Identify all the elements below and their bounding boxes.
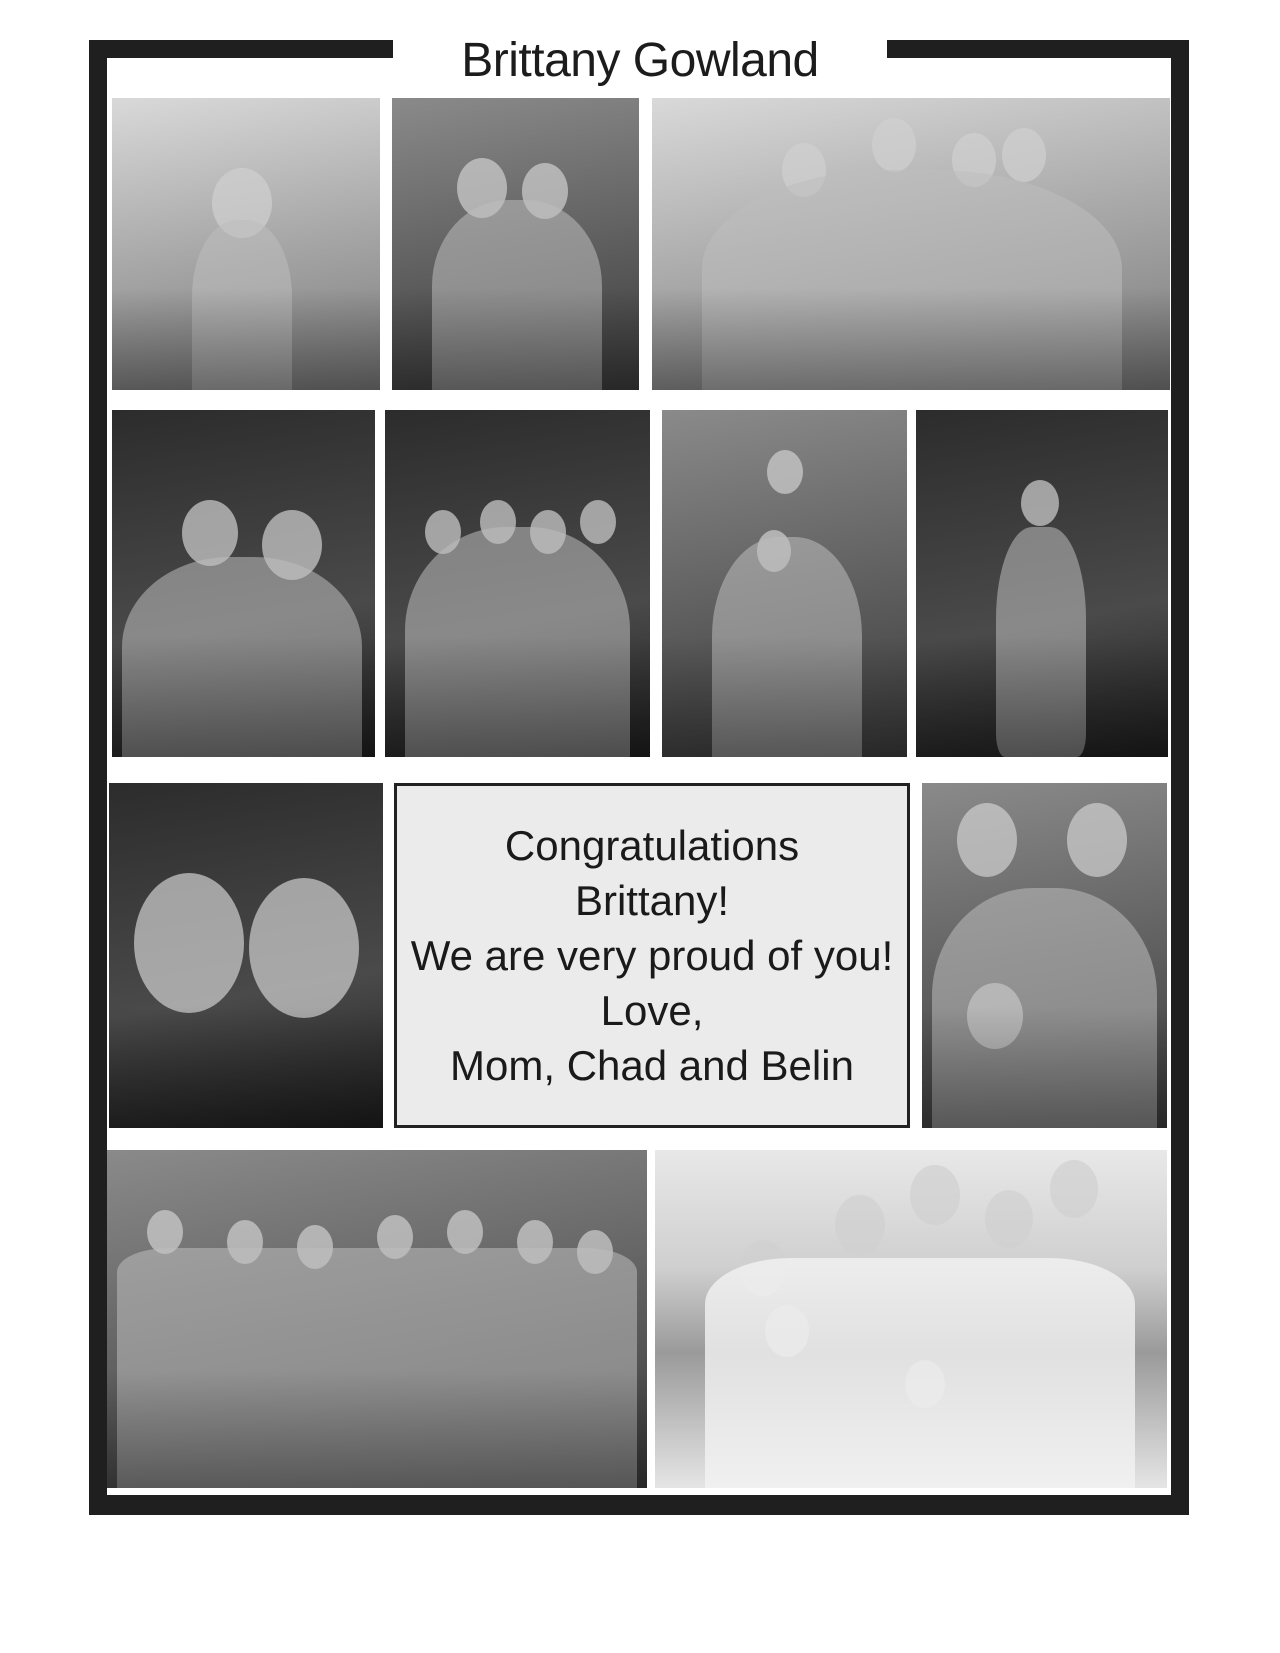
page-title: Brittany Gowland xyxy=(461,33,819,87)
photo-sisters xyxy=(922,783,1167,1128)
photo-group-costumes xyxy=(652,98,1170,390)
photo-theme-park-wheelchair xyxy=(662,410,907,757)
photo-women-shopping xyxy=(385,410,650,757)
photo-family-beach xyxy=(655,1150,1167,1488)
photo-toddler xyxy=(112,98,380,390)
photo-formal-gown-stage xyxy=(916,410,1168,757)
message-line-4: Love, xyxy=(600,987,704,1034)
message-line-2: Brittany! xyxy=(574,877,730,924)
congratulations-message xyxy=(394,783,910,1128)
message-line-1: Congratulations xyxy=(504,822,800,869)
photo-cheerleader-hug xyxy=(392,98,639,390)
message-line-5: Mom, Chad and Belin xyxy=(450,1042,854,1089)
photo-group-with-roses xyxy=(107,1150,647,1488)
photo-two-friends-closeup xyxy=(109,783,383,1128)
photo-two-friends-night xyxy=(112,410,375,757)
message-line-3: We are very proud of you! xyxy=(410,932,894,979)
